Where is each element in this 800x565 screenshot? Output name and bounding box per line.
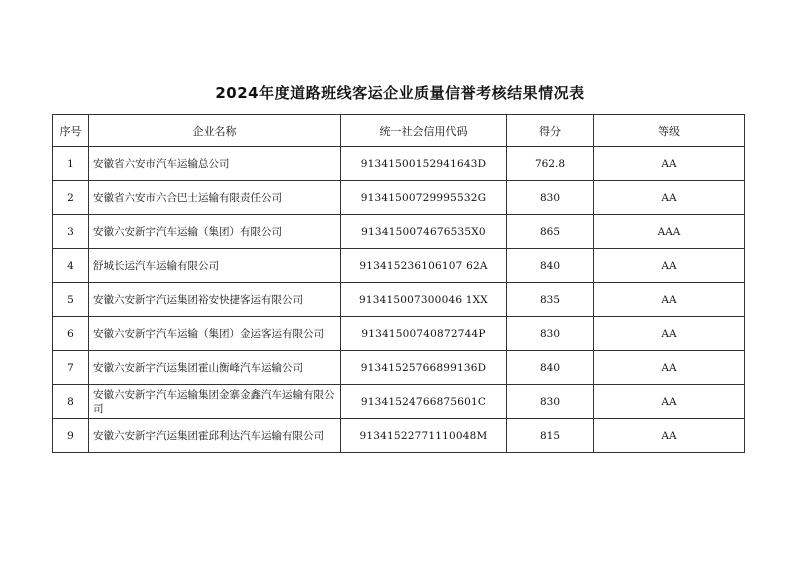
score: 815 [507, 419, 594, 453]
column-header-code: 统一社会信用代码 [341, 115, 507, 147]
table-row [53, 215, 745, 249]
row-number: 2 [53, 181, 89, 215]
page-title: 2024年度道路班线客运企业质量信誉考核结果情况表 [215, 84, 585, 102]
grade: AA [594, 385, 745, 419]
score: 840 [507, 249, 594, 283]
grade: AAA [594, 215, 745, 249]
table-row [53, 419, 745, 453]
table-header-row [53, 115, 745, 147]
column-header-score: 得分 [507, 115, 594, 147]
row-number: 8 [53, 385, 89, 419]
row-number: 5 [53, 283, 89, 317]
company-name: 安徽六安新宇汽车运输（集团）金运客运有限公司 [89, 317, 341, 351]
score: 762.8 [507, 147, 594, 181]
grade: AA [594, 283, 745, 317]
grade: AA [594, 147, 745, 181]
credit-code: 91341500740872744P [341, 317, 507, 351]
company-name: 舒城长运汽车运输有限公司 [89, 249, 341, 283]
table-row [53, 147, 745, 181]
score: 865 [507, 215, 594, 249]
credit-code: 91341500729995532G [341, 181, 507, 215]
results-table [52, 114, 745, 453]
table-row [53, 317, 745, 351]
grade: AA [594, 181, 745, 215]
table-row [53, 249, 745, 283]
table-row [53, 351, 745, 385]
row-number: 6 [53, 317, 89, 351]
company-name: 安徽省六安市汽车运输总公司 [89, 147, 341, 181]
company-name: 安徽六安新宇汽运集团裕安快捷客运有限公司 [89, 283, 341, 317]
table-row [53, 385, 745, 419]
column-header-grade: 等级 [594, 115, 745, 147]
score: 840 [507, 351, 594, 385]
company-name: 安徽六安新宇汽车运输集团金寨金鑫汽车运输有限公司 [89, 385, 341, 419]
column-header-name: 企业名称 [89, 115, 341, 147]
table-row [53, 283, 745, 317]
row-number: 9 [53, 419, 89, 453]
score: 835 [507, 283, 594, 317]
row-number: 7 [53, 351, 89, 385]
row-number: 1 [53, 147, 89, 181]
grade: AA [594, 317, 745, 351]
credit-code: 9134150074676535X0 [341, 215, 507, 249]
company-name: 安徽省六安市六合巴士运输有限责任公司 [89, 181, 341, 215]
company-name: 安徽六安新宇汽运集团霍邱利达汽车运输有限公司 [89, 419, 341, 453]
table-row [53, 181, 745, 215]
score: 830 [507, 181, 594, 215]
grade: AA [594, 419, 745, 453]
row-number: 4 [53, 249, 89, 283]
credit-code: 91341524766875601C [341, 385, 507, 419]
credit-code: 913415236106107 62A [341, 249, 507, 283]
score: 830 [507, 317, 594, 351]
credit-code: 91341525766899136D [341, 351, 507, 385]
grade: AA [594, 249, 745, 283]
credit-code: 91341522771110048M [341, 419, 507, 453]
column-header-no: 序号 [53, 115, 89, 147]
score: 830 [507, 385, 594, 419]
grade: AA [594, 351, 745, 385]
row-number: 3 [53, 215, 89, 249]
company-name: 安徽六安新宇汽车运输（集团）有限公司 [89, 215, 341, 249]
credit-code: 913415007300046 1XX [341, 283, 507, 317]
company-name: 安徽六安新宇汽运集团霍山衡峰汽车运输公司 [89, 351, 341, 385]
credit-code: 91341500152941643D [341, 147, 507, 181]
